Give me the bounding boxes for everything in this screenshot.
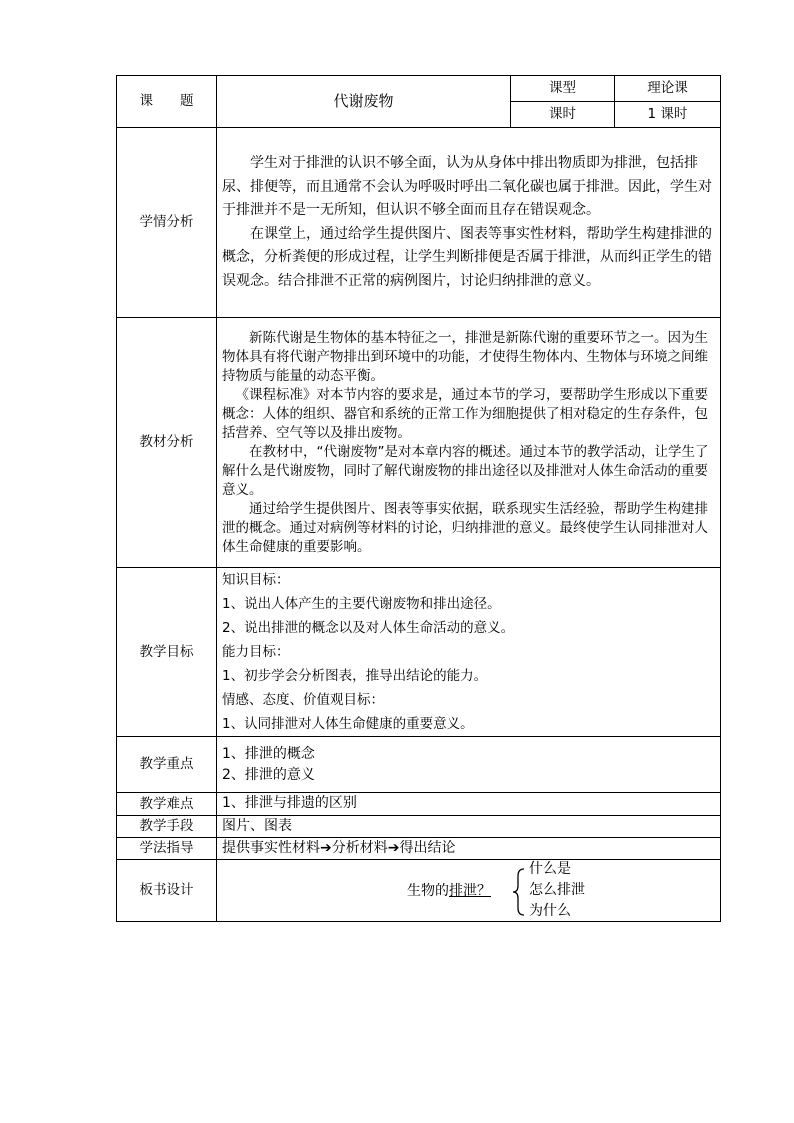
material-analysis-para-1: 新陈代谢是生物体的基本特征之一，排泄是新陈代谢的重要环节之一。因为生物体具有将代谢产物排出到环境中的功能，才使得生物体内、生物体与环境之间维持物质与能量的动态平衡。 — [222, 329, 708, 384]
key-point-line: 2、排泄的意义 — [222, 766, 315, 783]
board-item: 什么是 — [529, 860, 571, 877]
method-step-2: 分析材料 — [331, 839, 388, 856]
objectives-content — [217, 568, 721, 737]
means-row — [117, 816, 721, 838]
board-title-underlined: 排泄？ — [449, 882, 491, 899]
arrow-icon: ➔ — [320, 839, 332, 856]
key-point-line: 1、排泄的概念 — [222, 745, 315, 762]
board-title-prefix: 生物的 — [407, 882, 449, 899]
objectives-label: 教学目标 — [117, 568, 217, 737]
objective-line: 1、认同排泄对人体生命健康的重要意义。 — [222, 716, 474, 732]
objective-line: 能力目标： — [222, 644, 290, 660]
key-points-label: 教学重点 — [117, 737, 217, 793]
student-analysis-para-1: 学生对于排泄的认识不够全面，认为从身体中排出物质即为排泄，包括排尿、排便等，而且通常不会认为呼吸时呼出二氧化碳也属于排泄。因此，学生对于排泄并不是一无所知，但认识不够全面而且存在错误观念。 — [222, 155, 712, 218]
key-points-row — [117, 737, 721, 793]
objectives-row — [117, 568, 721, 737]
objective-line: 情感、态度、价值观目标： — [222, 692, 384, 708]
arrow-icon: ➔ — [387, 839, 400, 856]
material-analysis-content — [217, 318, 721, 568]
board-title — [407, 882, 491, 901]
hours-label: 课时 — [511, 102, 615, 128]
type-label: 课型 — [511, 76, 615, 102]
student-analysis-para-2: 在课堂上，通过给学生提供图片、图表等事实性材料，帮助学生构建排泄的概念，分析粪便的形成过程，让学生判断排便是否属于排泄，从而纠正学生的错误观念。结合排泄不正常的病例图片，讨论归纳排泄的意义。 — [222, 225, 712, 289]
topic-label: 课 题 — [117, 76, 217, 128]
board-row — [117, 860, 721, 922]
board-design — [217, 861, 720, 921]
method-step-1: 提供事实性材料 — [222, 839, 320, 856]
hours-value: 1 课时 — [615, 102, 721, 128]
difficulties-row — [117, 793, 721, 816]
lesson-plan-table — [116, 75, 721, 922]
key-points-content — [217, 737, 721, 793]
material-analysis-para-4: 通过给学生提供图片、图表等事实依据，联系现实生活经验，帮助学生构建排泄的概念。通过对病例等材料的讨论，归纳排泄的意义。最终使学生认同排泄对人体生命健康的重要影响。 — [222, 500, 708, 555]
topic-value: 代谢废物 — [217, 76, 511, 128]
method-content — [217, 838, 721, 860]
objective-line: 1、初步学会分析图表，推导出结论的能力。 — [222, 668, 488, 684]
method-step-3: 得出结论 — [399, 839, 456, 856]
objective-line: 知识目标： — [222, 572, 290, 588]
board-content — [217, 860, 721, 922]
method-row — [117, 838, 721, 860]
means-value: 图片、图表 — [217, 816, 721, 838]
board-items — [529, 859, 585, 922]
objective-line: 1、说出人体产生的主要代谢废物和排出途径。 — [222, 596, 501, 612]
material-analysis-label: 教材分析 — [117, 318, 217, 568]
student-analysis-label: 学情分析 — [117, 128, 217, 318]
method-label: 学法指导 — [117, 838, 217, 860]
material-analysis-para-2: 《课程标准》对本节内容的要求是，通过本节的学习，要帮助学生形成以下重要概念：人体的组织、器官和系统的正常工作为细胞提供了相对稳定的生存条件，包括营养、空气等以及排出废物。 — [222, 386, 708, 441]
board-item: 怎么排泄 — [529, 881, 585, 898]
header-row-1 — [117, 76, 721, 102]
material-analysis-row — [117, 318, 721, 568]
student-analysis-row — [117, 128, 721, 318]
difficulties-value: 1、排泄与排遗的区别 — [217, 793, 721, 816]
left-brace-icon — [512, 867, 526, 917]
material-analysis-para-3: 在教材中，“代谢废物”是对本章内容的概述。通过本节的教学活动，让学生了解什么是代谢废物，同时了解代谢废物的排出途径以及排泄对人体生命活动的重要意义。 — [222, 443, 709, 498]
objective-line: 2、说出排泄的概念以及对人体生命活动的意义。 — [222, 620, 515, 636]
student-analysis-content — [217, 128, 721, 318]
board-label: 板书设计 — [117, 860, 217, 922]
type-value: 理论课 — [615, 76, 721, 102]
means-label: 教学手段 — [117, 816, 217, 838]
board-item: 为什么 — [529, 902, 571, 919]
difficulties-label: 教学难点 — [117, 793, 217, 816]
